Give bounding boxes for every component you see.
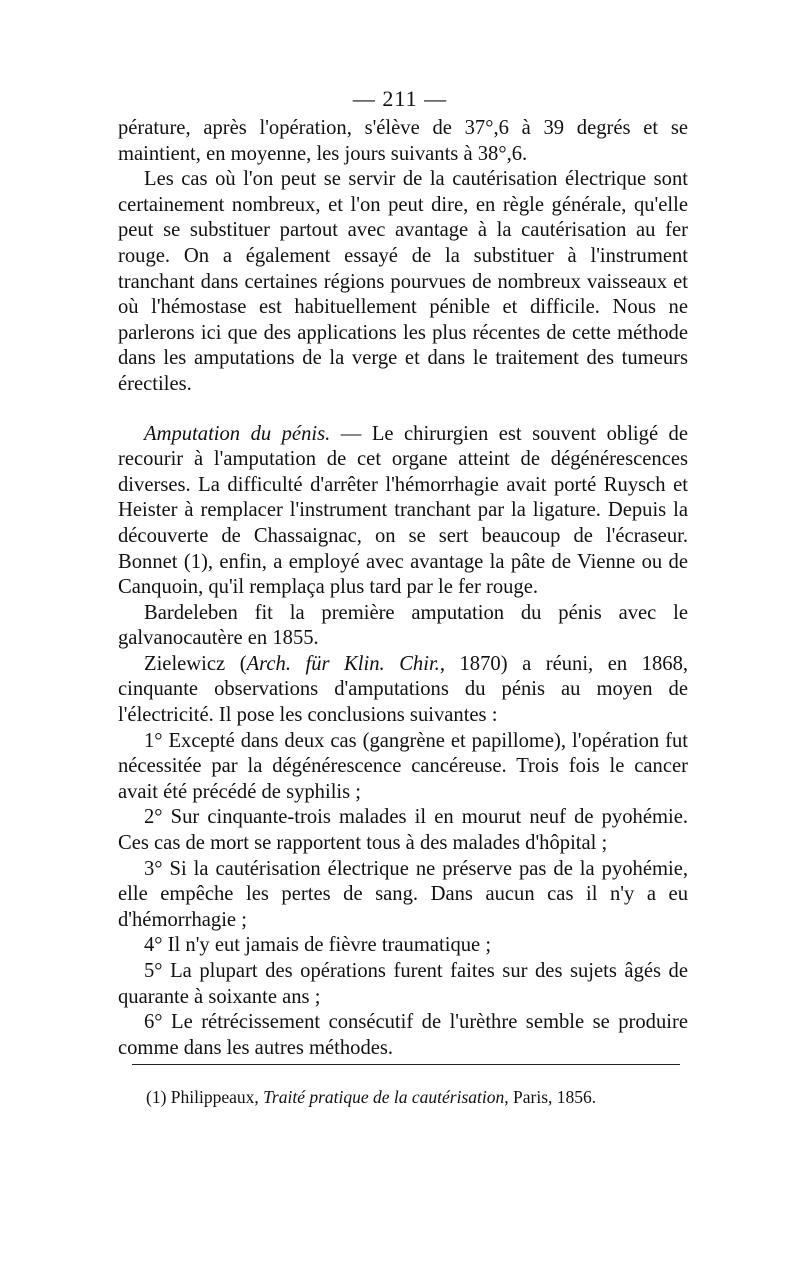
conclusion-item: 5° La plupart des opérations furent faites sur des sujets âgés de quarante à soixante ans ; <box>118 960 688 1008</box>
body-text <box>118 116 688 1061</box>
conclusion-item: 3° Si la cautérisation électrique ne préserve pas de la pyohémie, elle empêche les pertes de sang. Dans aucun cas il n'y a eu d'hémorrhagie ; <box>118 857 688 931</box>
footnote-marker: (1) Philippeaux, <box>146 1087 264 1107</box>
heading-dash: — <box>330 422 372 445</box>
footnote-title: Traité pratique de la cautérisation <box>263 1087 505 1107</box>
conclusion-item: 4° Il n'y eut jamais de fièvre traumatique ; <box>144 934 492 957</box>
author-name: Zielewicz ( <box>144 652 247 675</box>
footnote-rule <box>132 1064 680 1065</box>
paragraph-text: cinquante observations d'amputations du pénis au moyen de l'électricité. Il pose les conclusions suivantes : <box>118 678 688 727</box>
paragraph-text: Le chirurgien est souvent obligé de recourir à l'amputation de cet organe atteint de dégénérescences diverses. La difficulté d'arrêter l'hémorrhagie avait porté Ruysch et Heister à remplacer l'instrument tranchant par la ligature. Depuis la découverte de Chassaignac, on se sert beaucoup de l'écraseur. Bonnet (1), enfin, a employé avec avantage la pâte de Vienne ou de Canquoin, qu'il remplaça plus tard par le fer rouge. <box>118 422 688 599</box>
footnote-rest: , Paris, 1856. <box>504 1087 597 1107</box>
conclusion-item: 1° Excepté dans deux cas (gangrène et papillome), l'opération fut nécessitée par la dégénérescence cancéreuse. Trois fois le cancer avait été précédé de syphilis ; <box>118 729 688 803</box>
paragraph: pérature, après l'opération, s'élève de 37°,6 à 39 degrés et se maintient, en moyenne, les jours suivants à 38°,6. <box>118 117 688 165</box>
paragraph: Les cas où l'on peut se servir de la cautérisation électrique sont certainement nombreux, et l'on peut dire, en règle générale, qu'elle peut se substituer partout avec avantage à la cautérisation au fer rouge. On a également essayé de la substituer à l'instrument tranchant dans certaines régions pourvues de nombreux vaisseaux et où l'hémostase est habituellement pénible et difficile. Nous ne parlerons ici que des applications les plus récentes de cette méthode dans les amputations de la verge et dans le traitement des tumeurs érectiles. <box>118 168 688 395</box>
page-number: — 211 — <box>352 86 448 111</box>
conclusion-item: 6° Le rétrécissement consécutif de l'urèthre semble se produire comme dans les autres méthodes. <box>118 1011 688 1059</box>
paragraph: Bardeleben fit la première amputation du pénis avec le galvanocautère en 1855. <box>118 601 688 650</box>
conclusion-item: 2° Sur cinquante-trois malades il en mourut neuf de pyohémie. Ces cas de mort se rapportent tous à des malades d'hôpital ; <box>118 806 688 855</box>
journal-title: Arch. für Klin. Chir. <box>246 652 440 675</box>
citation-rest: , 1870) a réuni, en 1868, <box>439 652 689 675</box>
footnote <box>146 1086 686 1108</box>
paragraph-amputation <box>118 422 688 601</box>
paragraph-zielewicz <box>118 652 688 729</box>
section-heading: Amputation du pénis. <box>144 422 331 445</box>
